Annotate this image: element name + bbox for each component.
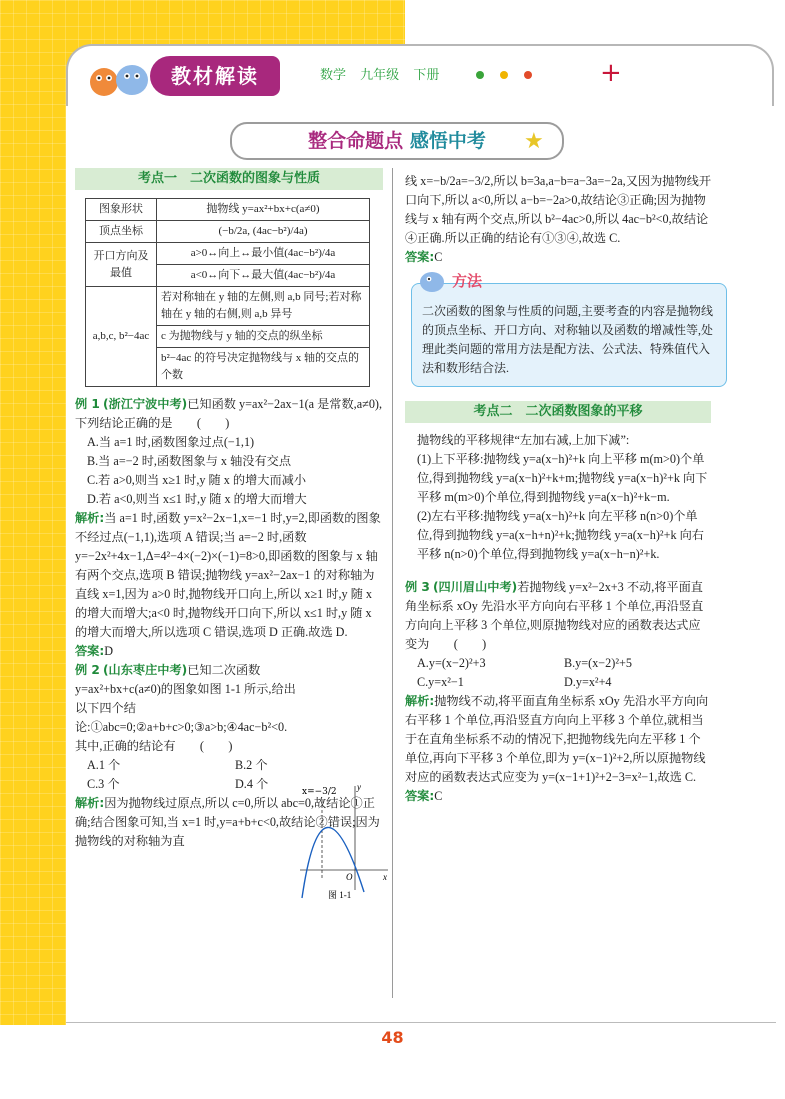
option-a: A.当 a=1 时,函数图象过点(−1,1)	[87, 435, 255, 449]
example-label: 例 3	[405, 580, 430, 594]
method-text: 二次函数的图象与性质的问题,主要考查的内容是抛物线的顶点坐标、开口方向、对称轴以及函数的增减性等,处理此类问题的常用方法是配方法、公式法、特殊值代入法和数形结合法.	[422, 304, 714, 375]
option-b: B.当 a=−2 时,函数图象与 x 轴没有交点	[87, 454, 292, 468]
kp2-heading: 考点二 二次函数图象的平移	[405, 401, 711, 423]
right-column	[405, 172, 714, 806]
method-box	[411, 271, 727, 387]
table-cell: b²−4ac 的符号决定抛物线与 x 轴的交点的个数	[157, 348, 370, 387]
kp2-intro: 抛物线的平移规律“左加右减,上加下减”:	[417, 433, 630, 447]
plus-icon: +	[600, 58, 622, 88]
option-a: A.1 个	[87, 758, 121, 772]
option-b: B.2 个	[235, 758, 268, 772]
table-cell: 抛物线 y=ax²+bx+c(a≠0)	[157, 199, 370, 221]
table-cell: (−b/2a, (4ac−b²)/4a)	[157, 221, 370, 243]
subject-label: 数学	[320, 68, 347, 83]
answer-value: C	[434, 789, 443, 803]
example-stem: 已知二次函数 y=ax²+bx+c(a≠0)的图象如图 1-1 所示,给出以下四个结论:①abc=0;②a+b+c>0;③a>b;④4ac−b²<0.其中,正确的结论有 ( )	[75, 663, 296, 753]
grade-label: 九年级	[360, 68, 400, 83]
x-axis-label: x	[383, 872, 387, 882]
method-title: 方法	[452, 271, 483, 290]
yellow-dot-icon	[500, 71, 508, 79]
solution-text: 当 a=1 时,函数 y=x²−2x−1,x=−1 时,y=2,即函数的图象不经过点(−1,1),选项 A 错误;当 a=−2 时,函数 y=−2x²+4x−1,Δ=4²−4×(−2)×(−1)=8>0,即函数的图象与 x 轴有两个交点,选项 B 错误;抛物线 y=ax²−2ax−1 的对称轴为直线 x=1,因为 a>0 时,抛物线开口向上,所以 x≥1 时,y 随 x 的增大而增大;a<0 时,抛物线开口向下,所以 x≤1 时,y 随 x 的增大而增大,所以选项 C 错误,选项 D 正确.故选 D.	[75, 511, 381, 639]
section-title-part2: 感悟中考	[409, 130, 486, 152]
solution-continued: 线 x=−b/2a=−3/2,所以 b=3a,a−b=a−3a=−2a,又因为抛物线开口向下,所以 a<0,所以 a−b=−2a>0,故结论③正确;因为抛物线与 x 轴有两个交点,所以 b²−4ac>0,所以 4ac−b²<0,故结论④正确.所以正确的结论有①③④,故选 C.	[405, 174, 712, 245]
option-b: B.y=(x−2)²+5	[564, 656, 632, 670]
solution-label: 解析:	[75, 511, 105, 525]
figure-axis-label: x=−3/2	[302, 787, 337, 797]
left-column	[75, 168, 383, 851]
option-d: D.若 a<0,则当 x≤1 时,y 随 x 的增大而增大	[87, 492, 307, 506]
figure-caption: 图 1-1	[328, 890, 352, 900]
mascot-icon	[84, 54, 154, 100]
origin-label: O	[346, 872, 353, 882]
example-source: (四川眉山中考)	[432, 580, 518, 594]
solution-text: 抛物线不动,将平面直角坐标系 xOy 先沿水平方向向右平移 1 个单位,再沿竖直方向向上平移 3 个单位,就相当于在直角坐标系不动的情况下,把抛物线先向左平移 1 个单位,再向下平移 3 个单位,即为 y=(x−1)²+2,所以原抛物线对应的函数表达式应变为 y=(x−1+1)²+2−3=x²−1,故选 C.	[405, 694, 709, 784]
column-divider	[392, 168, 393, 998]
decor-dots	[476, 66, 544, 84]
example-source: (浙江宁波中考)	[102, 397, 188, 411]
table-cell: 图象形状	[86, 199, 157, 221]
example-stem: 若抛物线 y=x²−2x+3 不动,将平面直角坐标系 xOy 先沿水平方向向右平移 1 个单位,再沿竖直方向向上平移 3 个单位,则原抛物线对应的函数表达式应变为 ( )	[405, 580, 704, 651]
properties-table	[85, 198, 370, 387]
elephant-icon	[418, 268, 448, 294]
page-number: 48	[381, 1028, 404, 1047]
table-cell: c 为抛物线与 y 轴的交点的纵坐标	[157, 326, 370, 348]
kp1-heading: 考点一 二次函数的图象与性质	[75, 168, 383, 190]
kp2-rule-1: (1)上下平移:抛物线 y=a(x−h)²+k 向上平移 m(m>0)个单位,得到抛物线 y=a(x−h)²+k+m;抛物线 y=a(x−h)²+k 向下平移 m(m>0)个单位,得到抛物线 y=a(x−h)²+k−m.	[417, 452, 708, 504]
left-decor-strip	[0, 104, 66, 1025]
example-label: 例 1	[75, 397, 100, 411]
option-c: C.y=x²−1	[417, 675, 464, 689]
table-cell: 若对称轴在 y 轴的左侧,则 a,b 同号;若对称轴在 y 轴的右侧,则 a,b 异号	[157, 287, 370, 326]
table-cell: 开口方向及最值	[86, 243, 157, 287]
answer-label: 答案:	[405, 250, 435, 264]
method-head	[418, 268, 482, 294]
answer-label: 答案:	[405, 789, 435, 803]
section-title	[230, 122, 564, 160]
star-icon: ★	[524, 128, 544, 153]
example-source: (山东枣庄中考)	[102, 663, 188, 677]
table-cell: a,b,c, b²−4ac	[86, 287, 157, 387]
volume-label: 下册	[413, 68, 440, 83]
book-logo: 教材解读	[150, 56, 280, 96]
solution-label: 解析:	[405, 694, 435, 708]
table-cell: 顶点坐标	[86, 221, 157, 243]
answer-label: 答案:	[75, 644, 105, 658]
parabola-figure	[300, 780, 390, 900]
answer-value: D	[104, 644, 114, 658]
option-c: C.3 个	[87, 777, 120, 791]
book-meta	[320, 64, 449, 83]
solution-label: 解析:	[75, 796, 105, 810]
footer-rule	[66, 1022, 776, 1023]
red-dot-icon	[524, 71, 532, 79]
option-a: A.y=(x−2)²+3	[417, 656, 486, 670]
option-d: D.y=x²+4	[564, 675, 612, 689]
answer-value: C	[434, 250, 443, 264]
green-dot-icon	[476, 71, 484, 79]
example-label: 例 2	[75, 663, 100, 677]
y-axis-label: y	[357, 782, 361, 792]
table-cell: a<0↔向下↔最大值(4ac−b²)/4a	[157, 265, 370, 287]
option-c: C.若 a>0,则当 x≥1 时,y 随 x 的增大而减小	[87, 473, 307, 487]
example-3	[405, 578, 711, 806]
section-title-part1: 整合命题点	[308, 130, 404, 152]
table-cell: a>0↔向上↔最小值(4ac−b²)/4a	[157, 243, 370, 265]
kp2-rule-2: (2)左右平移:抛物线 y=a(x−h)²+k 向左平移 n(n>0)个单位,得到抛物线 y=a(x−h+n)²+k;抛物线 y=a(x−h)²+k 向右平移 n(n>0)个单位,得到抛物线 y=a(x−h−n)²+k.	[417, 509, 704, 561]
options	[405, 654, 711, 692]
option-d: D.4 个	[235, 777, 269, 791]
solution-text: 因为抛物线过原点,所以 c=0,所以 abc=0,故结论①正确;结合图象可知,当 x=1 时,y=a+b+c<0,故结论②错误;因为抛物线的对称轴为直	[75, 796, 380, 848]
example-1	[75, 395, 383, 661]
example-stem: 已知函数 y=ax²−2ax−1(a 是常数,a≠0),下列结论正确的是 ( )	[75, 397, 383, 430]
